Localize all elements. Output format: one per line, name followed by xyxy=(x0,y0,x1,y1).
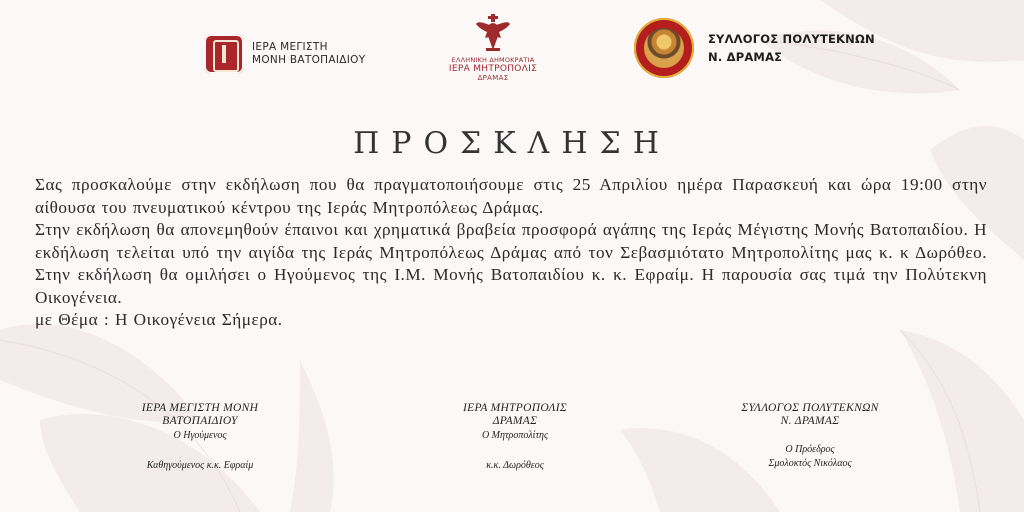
signature-role: Ο Ηγούμενος xyxy=(173,430,227,441)
association-logo-text xyxy=(708,30,875,66)
signature-org-line1: ΙΕΡΑ ΜΗΤΡΟΠΟΛΙΣ xyxy=(463,402,567,414)
signature-org-line1: ΣΥΛΛΟΓΟΣ ΠΟΛΥΤΕΚΝΩΝ xyxy=(741,402,879,414)
vatopaidi-logo-line2: ΜΟΝΗ ΒΑΤΟΠΑΙΔΙΟΥ xyxy=(252,54,366,66)
paragraph-invitation: Σας προσκαλούμε στην εκδήλωση που θα πραγματοποιήσουμε στις 25 Απριλίου ημέρα Παρασκευή και ώρα 19:00 στην αίθουσα του πνευματικού κέντρου της Ιεράς Μητροπόλεως Δράμας. xyxy=(35,175,987,217)
signature-name: Καθηγούμενος κ.κ. Εφραίμ xyxy=(146,460,254,471)
association-logo-line1: ΣΥΛΛΟΓΟΣ ΠΟΛΥΤΕΚΝΩΝ xyxy=(708,32,875,46)
metropolis-logo-line2: ΙΕΡΑ ΜΗΤΡΟΠΟΛΙΣ xyxy=(448,64,538,74)
association-logo-line2: Ν. ΔΡΑΜΑΣ xyxy=(708,50,783,64)
signature-org-line2: ΔΡΑΜΑΣ xyxy=(492,415,538,427)
signature-org-line1: ΙΕΡΑ ΜΕΓΙΣΤΗ ΜΟΝΗ xyxy=(141,402,259,414)
vatopaidi-monastery-logo xyxy=(204,34,365,74)
signature-block-monastery xyxy=(110,402,290,473)
association-seal-icon xyxy=(634,18,694,78)
signature-role: Ο Πρόεδρος xyxy=(785,444,835,455)
signature-role: Ο Μητροπολίτης xyxy=(481,430,549,441)
vatopaidi-logo-line1: ΙΕΡΑ ΜΕΓΙΣΤΗ xyxy=(252,41,328,53)
signature-name: Σμολοκτός Νικόλαος xyxy=(768,458,852,469)
signature-block-metropolis xyxy=(425,402,605,473)
signature-block-association xyxy=(710,402,910,471)
invitation-body xyxy=(35,174,987,332)
metropolis-logo-line3: ΔΡΑΜΑΣ xyxy=(477,74,509,82)
metropolis-drama-logo xyxy=(443,14,543,82)
large-families-association-logo xyxy=(634,18,875,78)
paragraph-event-details: Στην εκδήλωση θα απονεμηθούν έπαινοι και χρηματικά βραβεία προσφορά αγάπης της Ιεράς Μέγιστης Μονής Βατοπαιδίου. Η εκδήλωση τελείται υπό την αιγίδα της Ιεράς Μητροπόλεως Δράμας από τον Σεβασμιότατο Μητροπολίτης μας κ. κ Δωρόθεο. Στην εκδήλωση θα ομιλήσει ο Ηγούμενος της Ι.Μ. Μονής Βατοπαιδίου κ. κ. Εφραίμ. Η παρουσία σας τιμά την Πολύτεκνη Οικογένεια. xyxy=(35,220,987,307)
signature-name: κ.κ. Δωρόθεος xyxy=(486,460,544,471)
signature-org-line2: Ν. ΔΡΑΜΑΣ xyxy=(780,415,840,427)
invitation-title: ΠΡΟΣΚΛΗΣΗ xyxy=(353,126,671,161)
metropolis-logo-line1: ΕΛΛΗΝΙΚΗ ΔΗΜΟΚΡΑΤΙΑ xyxy=(451,56,535,64)
paragraph-theme: με Θέμα : Η Οικογένεια Σήμερα. xyxy=(35,310,283,329)
double-headed-eagle-icon xyxy=(475,14,511,54)
signature-org-line2: ΒΑΤΟΠΑΙΔΙΟΥ xyxy=(162,415,238,427)
vatopaidi-emblem-icon xyxy=(204,34,244,74)
vatopaidi-logo-text xyxy=(252,41,365,67)
